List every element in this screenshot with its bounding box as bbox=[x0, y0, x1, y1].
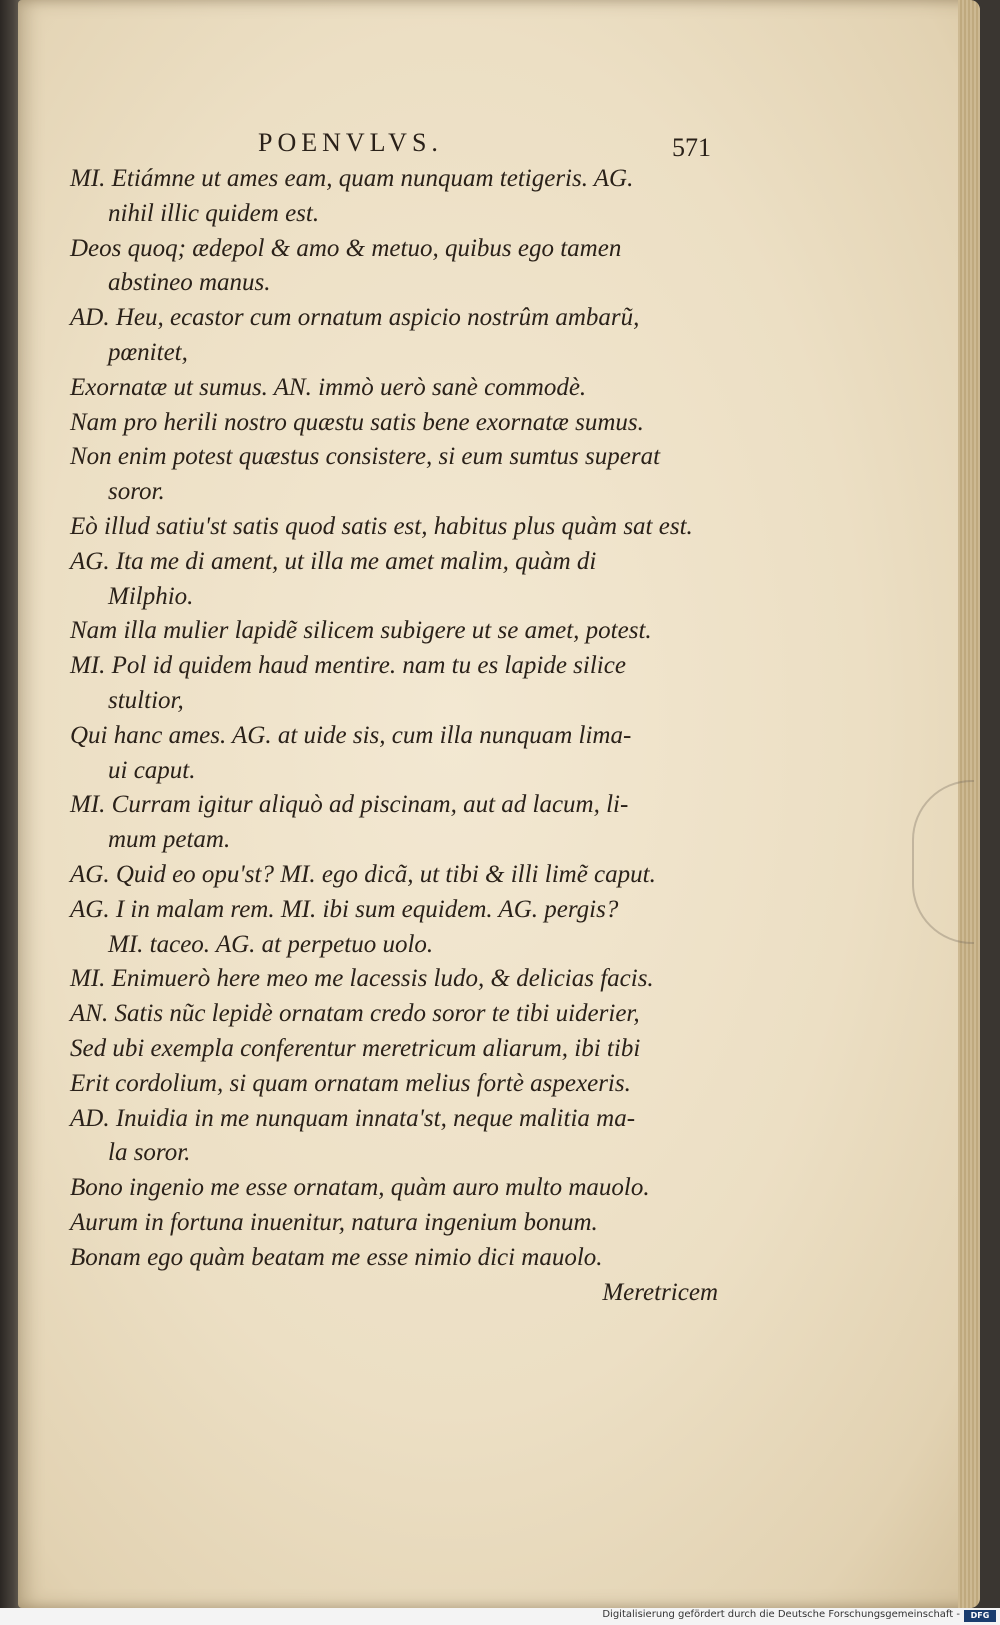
text-line: soror. bbox=[108, 478, 165, 506]
text-line: AG. Quid eo opu'st? MI. ego dicã, ut tibi & illi limẽ caput. bbox=[70, 860, 656, 888]
text-line: MI. Curram igitur aliquò ad piscinam, aut ad lacum, li- bbox=[70, 791, 629, 819]
text-line: abstineo manus. bbox=[108, 269, 271, 297]
text-line: la soror. bbox=[108, 1139, 191, 1167]
text-line: MI. taceo. AG. at perpetuo uolo. bbox=[108, 930, 434, 958]
dfg-logo: DFG bbox=[964, 1610, 996, 1622]
running-title: POENVLVS. bbox=[258, 128, 443, 157]
page-clip-shadow bbox=[912, 780, 974, 944]
text-line: MI. Pol id quidem haud mentire. nam tu es lapide silice bbox=[70, 652, 626, 680]
text-line: AG. I in malam rem. MI. ibi sum equidem. AG. pergis? bbox=[70, 895, 619, 923]
text-line: Nam illa mulier lapidẽ silicem subigere ut se amet, potest. bbox=[70, 617, 652, 645]
text-line: Aurum in fortuna inuenitur, natura ingenium bonum. bbox=[70, 1208, 598, 1236]
text-line: stultior, bbox=[108, 686, 184, 714]
text-line: Erit cordolium, si quam ornatam melius fortè aspexeris. bbox=[70, 1069, 631, 1097]
text-line: Bonam ego quàm beatam me esse nimio dici mauolo. bbox=[70, 1243, 603, 1271]
text-line: Non enim potest quæstus consistere, si eum sumtus superat bbox=[70, 443, 661, 471]
text-line: AD. Inuidia in me nunquam innata'st, neque malitia ma- bbox=[70, 1104, 636, 1132]
text-line: MI. Etiámne ut ames eam, quam nunquam tetigeris. AG. bbox=[70, 165, 634, 192]
text-line: mum petam. bbox=[108, 826, 231, 854]
page-number: 571 bbox=[672, 133, 711, 162]
text-line: AD. Heu, ecastor cum ornatum aspicio nostrûm ambarũ, bbox=[70, 304, 640, 332]
book-page bbox=[18, 0, 980, 1608]
text-line: Eò illud satiu'st satis quod satis est, habitus plus quàm sat est. bbox=[70, 512, 693, 540]
text-line: nihil illic quidem est. bbox=[108, 199, 320, 227]
text-line: Sed ubi exempla conferentur meretricum aliarum, ibi tibi bbox=[70, 1034, 641, 1062]
text-line: Milphio. bbox=[108, 582, 194, 610]
footer-credit: Digitalisierung gefördert durch die Deutsche Forschungsgemeinschaft - bbox=[602, 1609, 960, 1620]
text-line: Exornatæ ut sumus. AN. immò uerò sanè commodè. bbox=[70, 373, 587, 401]
text-line: Bono ingenio me esse ornatam, quàm auro multo mauolo. bbox=[70, 1174, 650, 1202]
text-line: AG. Ita me di ament, ut illa me amet malim, quàm di bbox=[70, 547, 597, 575]
text-block bbox=[70, 162, 730, 1310]
text-line: pœnitet, bbox=[108, 338, 188, 366]
text-line: AN. Satis nũc lepidè ornatam credo soror te tibi uiderier, bbox=[70, 1000, 640, 1028]
text-line: MI. Enimuerò here meo me lacessis ludo, & delicias facis. bbox=[70, 965, 654, 993]
digitization-footer bbox=[0, 1608, 1000, 1625]
text-line: ui caput. bbox=[108, 756, 196, 784]
text-line: Deos quoq; ædepol & amo & metuo, quibus ego tamen bbox=[70, 234, 622, 262]
text-line: Qui hanc ames. AG. at uide sis, cum illa nunquam lima- bbox=[70, 721, 632, 749]
catchword: Meretricem bbox=[602, 1278, 718, 1306]
text-line: Nam pro herili nostro quæstu satis bene exornatæ sumus. bbox=[70, 408, 644, 436]
